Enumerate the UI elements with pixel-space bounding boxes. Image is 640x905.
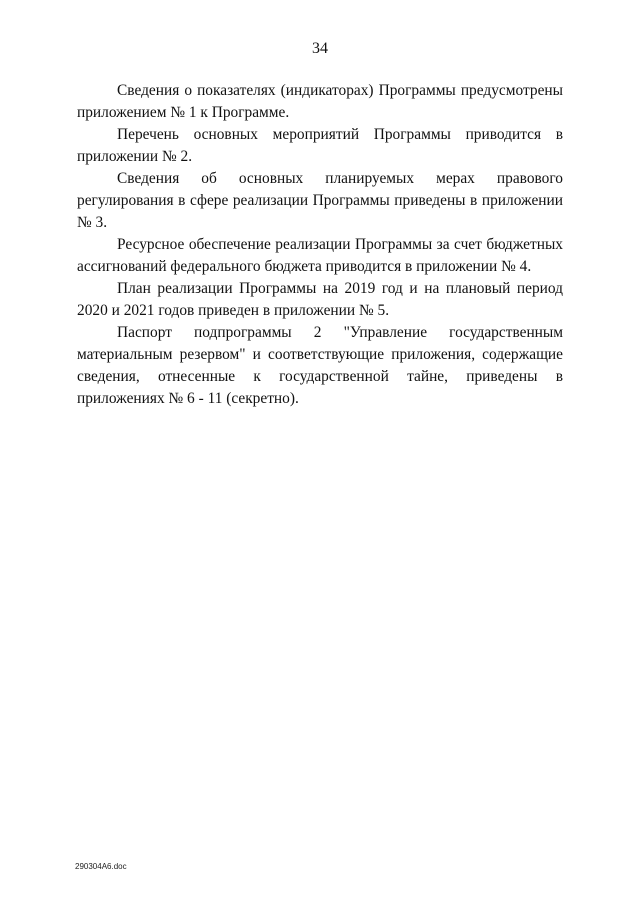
paragraph-resource-support: Ресурсное обеспечение реализации Программы за счет бюджетных ассигнований федерального бюджета приводится в приложении № 4. xyxy=(77,236,563,275)
paragraph-subprogram-passport: Паспорт подпрограммы 2 "Управление государственным материальным резервом" и соответствующие приложения, содержащие сведения, отнесенные к государственной тайне, приведены в приложениях № 6 - 11 (секретно). xyxy=(77,324,563,407)
paragraph-legal-regulation: Сведения об основных планируемых мерах правового регулирования в сфере реализации Программы приведены в приложении № 3. xyxy=(77,170,563,231)
paragraph-indicators: Сведения о показателях (индикаторах) Программы предусмотрены приложением № 1 к Программе. xyxy=(77,82,563,121)
paragraph-activities: Перечень основных мероприятий Программы приводится в приложении № 2. xyxy=(77,126,563,165)
document-body xyxy=(77,80,563,410)
paragraph-implementation-plan: План реализации Программы на 2019 год и на плановый период 2020 и 2021 годов приведен в приложении № 5. xyxy=(77,280,563,319)
page-number: 34 xyxy=(312,40,328,57)
document-file-code: 290304A6.doc xyxy=(75,862,127,871)
